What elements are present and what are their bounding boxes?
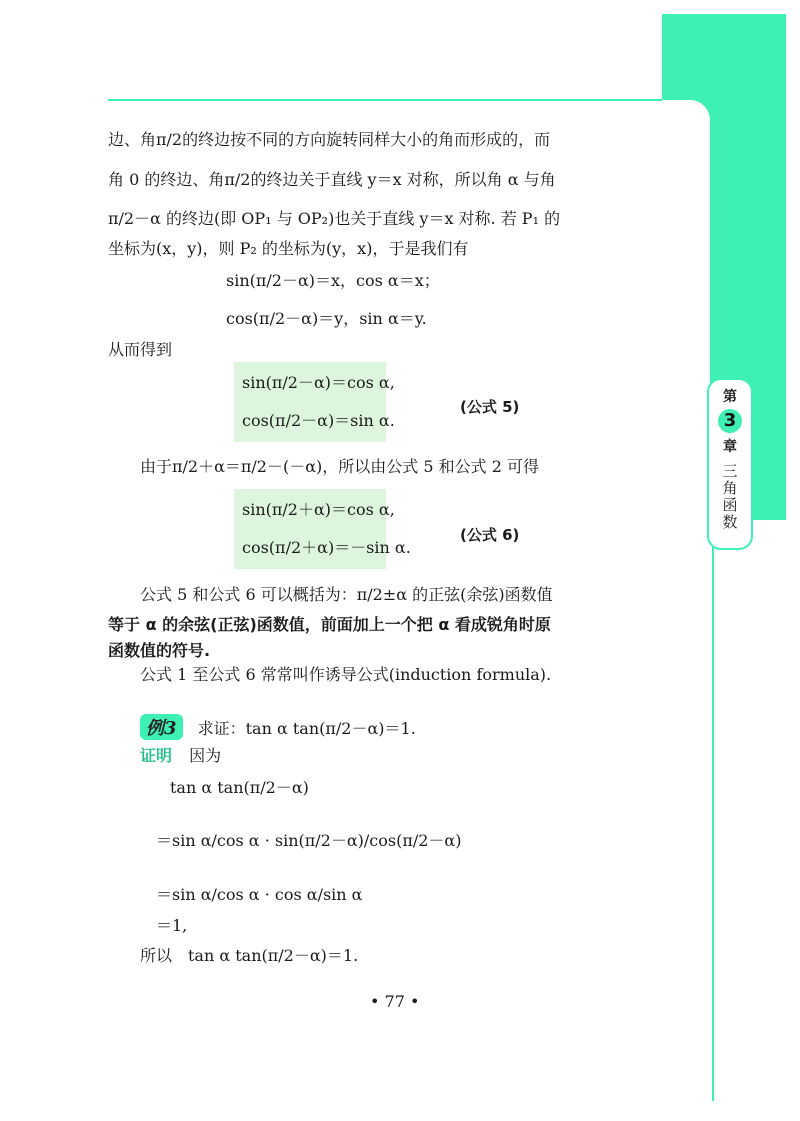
chapter-number: 3 bbox=[718, 409, 742, 433]
mid-line: 由于π/2＋α＝π/2－(－α)，所以由公式 5 和公式 2 可得 bbox=[140, 457, 539, 476]
example-statement: 求证：tan α tan(π/2－α)＝1. bbox=[197, 719, 416, 738]
summary-line-2: 等于 α 的余弦(正弦)函数值，前面加上一个把 α 看成锐角时原 bbox=[108, 615, 551, 634]
proof-step-4: ＝1, bbox=[156, 916, 188, 935]
chapter-title: 三角函数 bbox=[720, 463, 739, 531]
summary-line-1: 公式 5 和公式 6 可以概括为：π/2±α 的正弦(余弦)函数值 bbox=[140, 585, 553, 604]
formula5-label: (公式 5) bbox=[460, 398, 520, 416]
formula5-line-2: cos(π/2－α)＝sin α. bbox=[242, 411, 395, 430]
formula5-line-1: sin(π/2－α)＝cos α, bbox=[242, 373, 395, 392]
formula6-label: (公式 6) bbox=[460, 526, 520, 544]
proof-because: 因为 bbox=[189, 746, 222, 765]
summary-line-3: 函数值的符号. bbox=[108, 641, 211, 660]
chapter-di: 第 bbox=[723, 389, 737, 405]
text-line-2: 角 0 的终边、角π/2的终边关于直线 y＝x 对称，所以角 α 与角 bbox=[108, 170, 556, 189]
text-line-5: 从而得到 bbox=[108, 340, 173, 359]
proof-step-3: ＝sin α/cos α · cos α/sin α bbox=[156, 885, 363, 904]
proof-step-1: tan α tan(π/2－α) bbox=[170, 778, 309, 797]
proof-conclusion: 所以 tan α tan(π/2－α)＝1. bbox=[140, 946, 359, 965]
proof-header bbox=[140, 743, 221, 769]
formula5-box bbox=[234, 362, 395, 442]
formula6-line-2: cos(π/2＋α)＝－sin α. bbox=[242, 538, 411, 557]
example-badge: 例3 bbox=[140, 714, 183, 740]
formula6-box bbox=[234, 489, 411, 569]
summary-line-4: 公式 1 至公式 6 常常叫作诱导公式(induction formula). bbox=[140, 665, 552, 684]
proof-label: 证明 bbox=[140, 746, 173, 765]
proof-step-2: ＝sin α/cos α · sin(π/2－α)/cos(π/2－α) bbox=[156, 831, 462, 850]
text-line-3: π/2－α 的终边(即 OP₁ 与 OP₂)也关于直线 y＝x 对称. 若 P₁ 的 bbox=[108, 209, 561, 228]
chapter-zhang: 章 bbox=[723, 439, 737, 455]
example-header bbox=[140, 714, 416, 740]
page-number: • 77 • bbox=[370, 992, 420, 1011]
equation-line-1: sin(π/2－α)＝x，cos α＝x； bbox=[226, 271, 440, 290]
text-line-4: 坐标为(x，y)，则 P₂ 的坐标为(y，x)，于是我们有 bbox=[108, 239, 469, 258]
chapter-tab bbox=[707, 378, 753, 550]
frame-cover bbox=[662, 100, 710, 520]
equation-line-2: cos(π/2－α)＝y，sin α＝y. bbox=[226, 309, 427, 328]
formula6-line-1: sin(π/2＋α)＝cos α, bbox=[242, 500, 395, 519]
text-line-1: 边、角π/2的终边按不同的方向旋转同样大小的角而形成的，而 bbox=[108, 130, 551, 149]
